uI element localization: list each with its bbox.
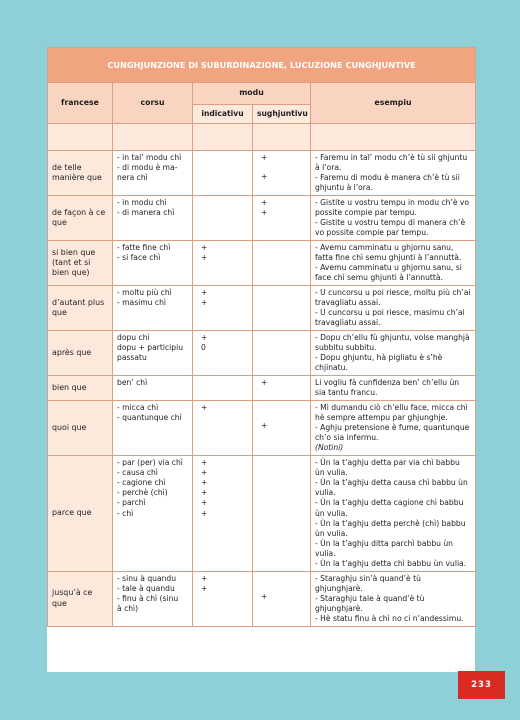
cell-indicativu-line: + (201, 468, 208, 478)
cell-esempiu (311, 401, 476, 456)
cell-corsu-line: - chì (117, 508, 134, 518)
cell-indicativu (193, 151, 253, 196)
cell-sughjuntivu (253, 571, 311, 626)
cell-corsu (113, 401, 193, 456)
table-row (48, 331, 476, 376)
example-line: - Ùn la t’aghju detta cagione chì babbu ùn vulia. (315, 498, 464, 518)
cell-esempiu (311, 241, 476, 286)
blank-cell (311, 124, 476, 151)
cell-sughjuntivu-line: + (261, 172, 268, 182)
cell-corsu-line: à chì) (117, 603, 139, 613)
cell-sughjuntivu-line (261, 574, 306, 583)
table-row (48, 456, 476, 571)
cell-francese: de façon à ce que (48, 196, 113, 241)
cell-sughjuntivu-line: + (261, 153, 268, 162)
cell-sughjuntivu-line: + (261, 591, 268, 601)
cell-francese: parce que (48, 456, 113, 571)
cell-francese: jusqu’à ce que (48, 571, 113, 626)
cell-corsu (113, 571, 193, 626)
cell-corsu (113, 456, 193, 571)
header-sughjuntivu: sughjuntivu (253, 105, 311, 124)
example-line: Li vogliu fà cunfidenza ben’ ch’ellu ùn sia tantu francu. (315, 378, 460, 398)
cell-sughjuntivu-line: + (261, 378, 268, 388)
example-line: - U cuncorsu u poi riesce, masimu ch’ai travagliatu assai. (315, 308, 465, 328)
cell-corsu-line: dopu chì (117, 333, 150, 343)
cell-corsu-line: - in modu chì (117, 198, 167, 208)
blank-cell (113, 124, 193, 151)
blank-row (48, 124, 476, 151)
cell-esempiu (311, 286, 476, 331)
cell-sughjuntivu (253, 286, 311, 331)
table-title: CUNGHJUNZIONE DI SUBURDINAZIONE, LUCUZIONE CUNGHJUNTIVE (48, 48, 476, 83)
cell-corsu (113, 196, 193, 241)
cell-indicativu-line: + (201, 243, 208, 253)
cell-corsu-line: dopu + participiu (117, 343, 184, 353)
cell-sughjuntivu (253, 241, 311, 286)
cell-corsu (113, 151, 193, 196)
cell-sughjuntivu (253, 331, 311, 376)
cell-francese: après que (48, 331, 113, 376)
cell-esempiu (311, 196, 476, 241)
conjunctions-table (47, 47, 476, 627)
table-row (48, 376, 476, 401)
cell-corsu-line: - tale à quandu (117, 583, 175, 593)
example-line: - Ùn la t’aghju detta par via chì babbu ùn vulia. (315, 458, 460, 478)
cell-esempiu (311, 151, 476, 196)
example-line: - Faremu di modu è manera ch’è tù sii ghjuntu à l’ora. (315, 173, 460, 193)
cell-esempiu (311, 571, 476, 626)
cell-corsu-line: - moltu più chì (117, 288, 172, 298)
cell-indicativu (193, 376, 253, 401)
cell-indicativu-line: + (201, 478, 208, 488)
header-modu: modu (193, 83, 311, 105)
cell-corsu-line: - sinu à quandu (117, 573, 177, 583)
example-line: - Aghju pretensione è fume, quantunque ch’o sia infermu. (315, 423, 470, 443)
cell-corsu-line: - perchè (chì) (117, 488, 168, 498)
cell-sughjuntivu (253, 401, 311, 456)
cell-sughjuntivu (253, 456, 311, 571)
cell-indicativu (193, 241, 253, 286)
cell-corsu-line: ben’ chì (117, 378, 148, 388)
header-francese: francese (48, 83, 113, 124)
cell-corsu-line: - cagione chì (117, 478, 166, 488)
blank-cell (193, 124, 253, 151)
cell-corsu-line: - quantunque chì (117, 413, 182, 423)
table-row (48, 151, 476, 196)
cell-indicativu-line: + (201, 488, 208, 498)
example-line: - Gistite u vostru tempu in modu ch’è vo possite compie par tempu. (315, 198, 470, 218)
cell-corsu-line: - par (per) via chì (117, 458, 183, 468)
example-line: - Dopu ghjuntu, hà pigliatu è s’hè chjinatu. (315, 353, 443, 373)
table-row (48, 286, 476, 331)
cell-indicativu-line: + (201, 573, 208, 583)
header-corsu: corsu (113, 83, 193, 124)
cell-indicativu (193, 571, 253, 626)
header-esempiu: esempiu (311, 83, 476, 124)
cell-sughjuntivu-line (261, 163, 306, 172)
example-line: - Dopu ch’ellu fù ghjuntu, volse manghjà subbitu subbitu. (315, 333, 470, 353)
example-line: - U cuncorsu u poi riesce, moltu più ch’ai travagliatu assai. (315, 288, 471, 308)
cell-indicativu (193, 401, 253, 456)
cell-francese: bien que (48, 376, 113, 401)
example-line: - Mì dumandu ciò ch’ellu face, micca chì hè sempre attempu par ghjunghje. (315, 403, 468, 423)
cell-indicativu-line: + (201, 333, 208, 343)
cell-corsu-line: - fatte fine chì (117, 243, 171, 253)
blank-cell (253, 124, 311, 151)
example-line: (Notini) (315, 443, 344, 453)
example-line: - Ùn la t’aghju detta perchè (chì) babbu ùn vulia. (315, 518, 466, 538)
cell-corsu-line: - in tal’ modu chì (117, 153, 182, 162)
cell-sughjuntivu-line: + (261, 198, 268, 208)
example-line: - Ùn la t’aghju detta causa chì babbu ùn vulia. (315, 478, 468, 498)
cell-corsu (113, 331, 193, 376)
table-row (48, 241, 476, 286)
page-number: 233 (458, 671, 505, 699)
cell-corsu-line: - micca chì (117, 403, 159, 413)
cell-corsu-line: - di manera chì (117, 208, 175, 218)
cell-sughjuntivu-line (261, 583, 306, 592)
cell-indicativu-line: + (201, 288, 208, 298)
example-line: - Ùn la t’aghju detta chì babbu ùn vulia. (315, 558, 467, 568)
header-indicativu: indicativu (193, 105, 253, 124)
cell-francese: si bien que (tant et si bien que) (48, 241, 113, 286)
example-line: - Hè statu finu à chì no ci n’andessimu. (315, 613, 464, 623)
cell-indicativu-line: + (201, 508, 208, 518)
cell-esempiu (311, 456, 476, 571)
cell-corsu-line: - finu à chì (sinu (117, 593, 179, 603)
cell-esempiu (311, 331, 476, 376)
table-row (48, 401, 476, 456)
cell-indicativu (193, 196, 253, 241)
cell-corsu (113, 241, 193, 286)
cell-indicativu-line: + (201, 253, 208, 263)
cell-sughjuntivu (253, 196, 311, 241)
cell-indicativu-line: + (201, 403, 208, 413)
cell-indicativu-line: + (201, 583, 208, 593)
cell-corsu-line: - masimu chì (117, 298, 166, 308)
table-row (48, 571, 476, 626)
cell-sughjuntivu-line (261, 412, 306, 421)
example-line: - Avemu camminatu u ghjornu sanu, fatta fine chì semu ghjunti à l’annuttà. (315, 243, 462, 263)
cell-corsu-line: - si face chì (117, 253, 161, 263)
cell-indicativu-line: + (201, 458, 208, 468)
cell-indicativu (193, 286, 253, 331)
cell-sughjuntivu-line (261, 403, 306, 412)
blank-cell (48, 124, 113, 151)
cell-sughjuntivu-line: + (261, 421, 268, 431)
cell-sughjuntivu (253, 376, 311, 401)
cell-indicativu (193, 456, 253, 571)
cell-corsu-line: - causa chì (117, 468, 158, 478)
cell-sughjuntivu-line: + (261, 208, 268, 218)
cell-indicativu-line: 0 (201, 343, 206, 353)
cell-francese: quoi que (48, 401, 113, 456)
example-line: - Ùn la t’aghju ditta parchì babbu ùn vulia. (315, 538, 453, 558)
cell-esempiu (311, 376, 476, 401)
example-line: - Gistite u vostru tempu di manera ch’è vo possite compie par tempu. (315, 218, 466, 238)
cell-indicativu-line: + (201, 498, 208, 508)
cell-corsu (113, 376, 193, 401)
cell-francese: d’autant plus que (48, 286, 113, 331)
table-row (48, 196, 476, 241)
cell-corsu-line: nera chì (117, 173, 148, 183)
cell-corsu-line: passatu (117, 353, 147, 363)
cell-indicativu (193, 331, 253, 376)
cell-indicativu-line: + (201, 298, 208, 308)
example-line: - Avemu camminatu u ghjornu sanu, si face chì semu ghjunti à l’annuttà. (315, 263, 462, 283)
cell-francese: de telle manière que (48, 151, 113, 196)
cell-corsu (113, 286, 193, 331)
cell-corsu-line: - di modu è ma- (117, 163, 178, 173)
example-line: - Staraghju tale à quand’è tù ghjunghjarè. (315, 593, 425, 613)
example-line: - Staraghju sin’à quand’è tù ghjunghjarè. (315, 573, 421, 593)
cell-sughjuntivu (253, 151, 311, 196)
example-line: - Faremu in tal’ modu ch’è tù sii ghjuntu à l’ora. (315, 153, 468, 173)
cell-corsu-line: - parchì (117, 498, 146, 508)
